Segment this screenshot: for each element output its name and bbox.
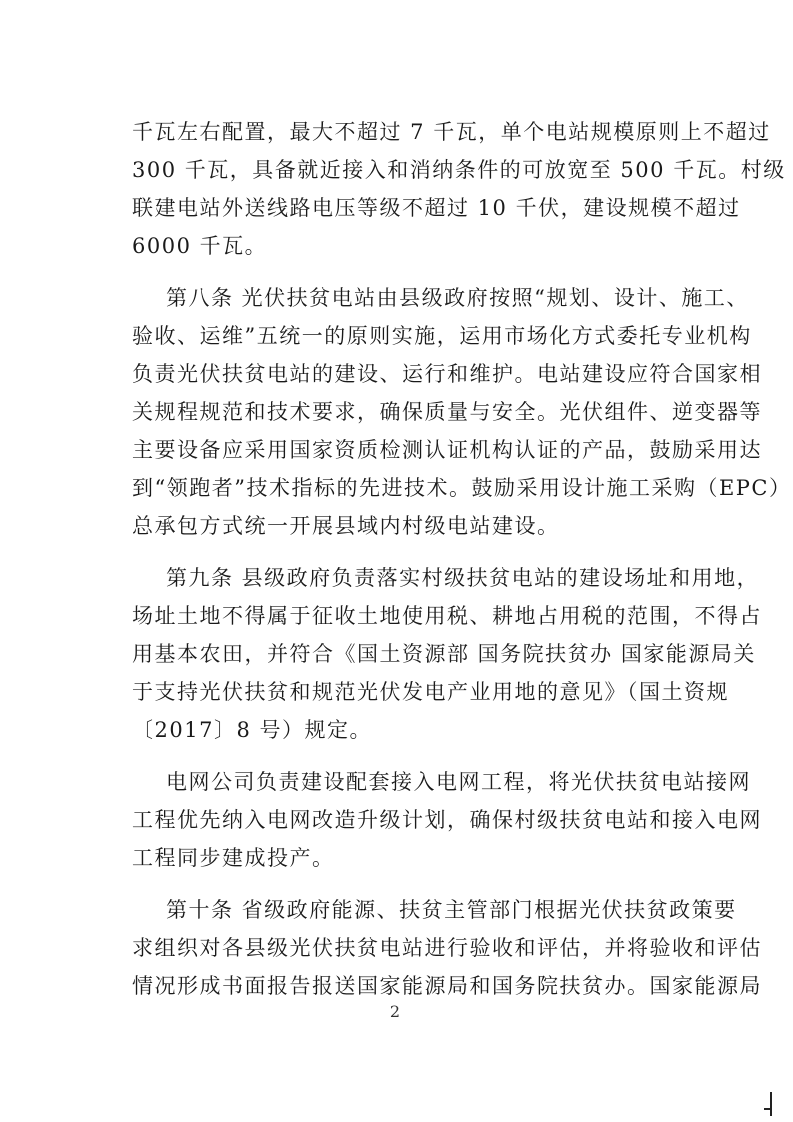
page-number: 2 xyxy=(389,1002,401,1021)
text-line: 电网公司负责建设配套接入电网工程，将光伏扶贫电站接网 xyxy=(166,770,751,794)
text-line: 联建电站外送线路电压等级不超过 10 千伏，建设规模不超过 xyxy=(132,196,741,220)
text-line: 验收、运维”五统一的原则实施，运用市场化方式委托专业机构 xyxy=(132,324,752,348)
text-line: 6000 千瓦。 xyxy=(132,234,268,258)
text-line: 负责光伏扶贫电站的建设、运行和维护。电站建设应符合国家相 xyxy=(132,362,762,386)
text-line: 千瓦左右配置，最大不超过 7 千瓦，单个电站规模原则上不超过 xyxy=(132,120,771,144)
text-line: 关规程规范和技术要求，确保质量与安全。光伏组件、逆变器等 xyxy=(132,400,762,424)
text-line: 主要设备应采用国家资质检测认证机构认证的产品，鼓励采用达 xyxy=(132,438,762,462)
text-line: 工程同步建成投产。 xyxy=(132,846,335,870)
article-9-heading-line: 第九条 县级政府负责落实村级扶贫电站的建设场址和用地， xyxy=(166,566,760,590)
scan-edge-mark xyxy=(764,1108,772,1110)
text-line: 300 千瓦，具备就近接入和消纳条件的可放宽至 500 千瓦。村级 xyxy=(132,158,786,182)
article-10-heading-line: 第十条 省级政府能源、扶贫主管部门根据光伏扶贫政策要 xyxy=(166,898,737,922)
text-line: 于支持光伏扶贫和规范光伏发电产业用地的意见》（国土资规 xyxy=(132,680,729,704)
text-line: 工程优先纳入电网改造升级计划，确保村级扶贫电站和接入电网 xyxy=(132,808,762,832)
text-line: 〔2017〕8 号）规定。 xyxy=(132,718,372,742)
text-line: 到“领跑者”技术指标的先进技术。鼓励采用设计施工采购（EPC） xyxy=(132,476,792,500)
text-line: 总承包方式统一开展县域内村级电站建设。 xyxy=(132,514,560,538)
text-line: 用基本农田，并符合《国土资源部 国务院扶贫办 国家能源局关 xyxy=(132,642,756,666)
text-line: 情况形成书面报告报送国家能源局和国务院扶贫办。国家能源局 xyxy=(132,974,762,998)
text-line: 场址土地不得属于征收土地使用税、耕地占用税的范围，不得占 xyxy=(132,604,762,628)
text-line: 求组织对各县级光伏扶贫电站进行验收和评估，并将验收和评估 xyxy=(132,936,762,960)
scan-edge-mark xyxy=(770,1092,772,1116)
article-8-heading-line: 第八条 光伏扶贫电站由县级政府按照“规划、设计、施工、 xyxy=(166,286,749,310)
